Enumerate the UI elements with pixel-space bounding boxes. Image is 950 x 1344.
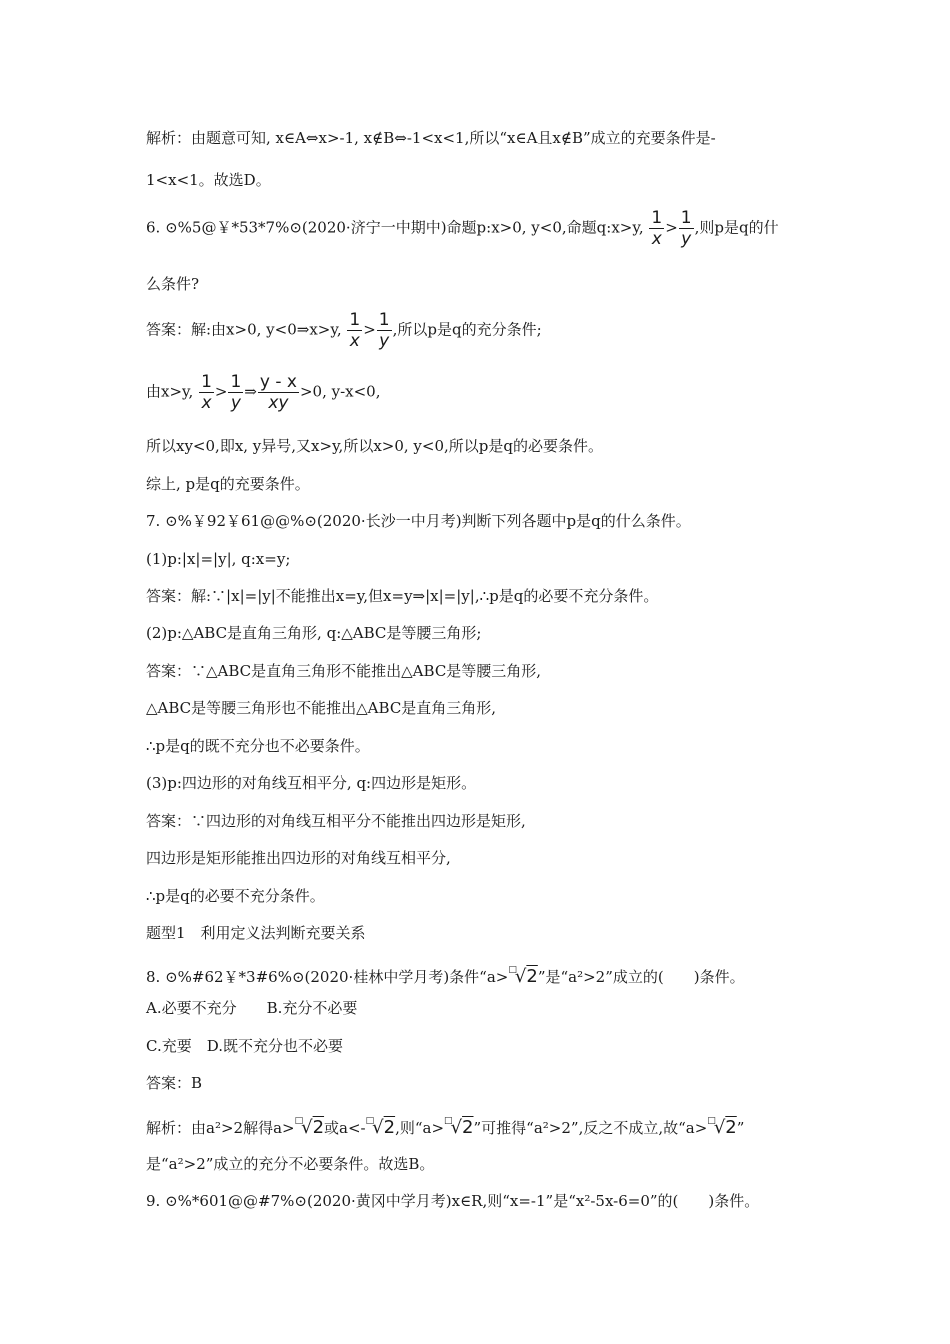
root-2: □√2 — [444, 1116, 474, 1138]
question-6: 6. ⊙%5@￥*53*7%⊙(2020·济宁一中期中)命题p:x>0, y<0,命题q:x>y, $\frac{1}{x}$ > $\frac{1}{y}$ ,则p是q的什 — [146, 208, 779, 249]
option-line: A.必要不充分 B.充分不必要 — [146, 999, 358, 1017]
derivation-line: 由x>y, $\frac{1}{x}$ > $\frac{1}{y}$ ⇒ $\frac{y - x}{xy}$ >0, y-x<0, — [146, 372, 381, 413]
root-2: □√2 — [707, 1116, 737, 1138]
answer-line: 四边形是矩形能推出四边形的对角线互相平分, — [146, 849, 451, 867]
fraction-1-over-x: $\frac{1}{x}$ — [349, 310, 361, 351]
analysis-line: 解析：由题意可知, x∈A⇔x>-1, x∉B⇔-1<x<1,所以“x∈A且x∉B”成立的充要条件是- — [146, 129, 716, 147]
answer-line: 答案：∵△ABC是直角三角形不能推出△ABC是等腰三角形, — [146, 662, 542, 680]
text-line: 所以xy<0,即x, y异号,又x>y,所以x>0, y<0,所以p是q的必要条件。 — [146, 437, 603, 455]
fraction-y-minus-x-over-xy: $\frac{y - x}{xy}$ — [259, 372, 297, 413]
fraction-1-over-y: $\frac{1}{y}$ — [378, 310, 390, 351]
q6-text: 6. ⊙%5@￥*53*7%⊙(2020·济宁一中期中)命题p:x>0, y<0,命题q:x>y, — [146, 218, 644, 237]
analysis-8: 解析：由a²>2解得a>□√2或a<-□√2,则“a>□√2”可推得“a²>2”,反之不成立,故“a>□√2” — [146, 1116, 745, 1138]
answer-8: 答案：B — [146, 1074, 203, 1092]
root-2: □√2 — [365, 1116, 396, 1138]
question-6-cont: 么条件? — [146, 275, 200, 293]
question-8: 8. ⊙%#62￥*3#6%⊙(2020·桂林中学月考)条件“a>□√2”是“a²>2”成立的( )条件。 — [146, 965, 745, 987]
text-line: 综上, p是q的充要条件。 — [146, 475, 310, 493]
sub-question-1: (1)p:|x|=|y|, q:x=y; — [146, 550, 291, 568]
question-9: 9. ⊙%*601@@#7%⊙(2020·黄冈中学月考)x∈R,则“x=-1”是“x²-5x-6=0”的( )条件。 — [146, 1192, 760, 1210]
fraction-1-over-y: $\frac{1}{y}$ — [680, 208, 692, 249]
answer-line: ∴p是q的必要不充分条件。 — [146, 887, 325, 905]
root-2: □√2 — [508, 965, 538, 987]
sub-question-2: (2)p:△ABC是直角三角形, q:△ABC是等腰三角形; — [146, 624, 482, 642]
fraction-1-over-x: $\frac{1}{x}$ — [651, 208, 663, 249]
sub-question-3: (3)p:四边形的对角线互相平分, q:四边形是矩形。 — [146, 774, 477, 792]
answer-6: 答案：解:由x>0, y<0⇒x>y, $\frac{1}{x}$ > $\frac{1}{y}$ ,所以p是q的充分条件; — [146, 310, 542, 351]
analysis-line-cont: 1<x<1。故选D。 — [146, 171, 271, 189]
q6-text-end: ,则p是q的什 — [694, 218, 779, 237]
question-7: 7. ⊙%￥92￥61@@%⊙(2020·长沙一中月考)判断下列各题中p是q的什么条件。 — [146, 512, 691, 530]
fraction-1-over-y: $\frac{1}{y}$ — [230, 372, 242, 413]
answer-line: ∴p是q的既不充分也不必要条件。 — [146, 737, 370, 755]
answer-line: 答案：∵四边形的对角线互相平分不能推出四边形是矩形, — [146, 812, 526, 830]
fraction-1-over-x: $\frac{1}{x}$ — [201, 372, 212, 413]
root-2: □√2 — [294, 1116, 325, 1138]
section-heading: 题型1 利用定义法判断充要关系 — [146, 924, 366, 942]
option-line: C.充要 D.既不充分也不必要 — [146, 1037, 343, 1055]
analysis-8-cont: 是“a²>2”成立的充分不必要条件。故选B。 — [146, 1155, 435, 1173]
answer-line: 答案：解:∵|x|=|y|不能推出x=y,但x=y⇒|x|=|y|,∴p是q的必要不充分条件。 — [146, 587, 659, 605]
answer-line: △ABC是等腰三角形也不能推出△ABC是直角三角形, — [146, 699, 497, 717]
